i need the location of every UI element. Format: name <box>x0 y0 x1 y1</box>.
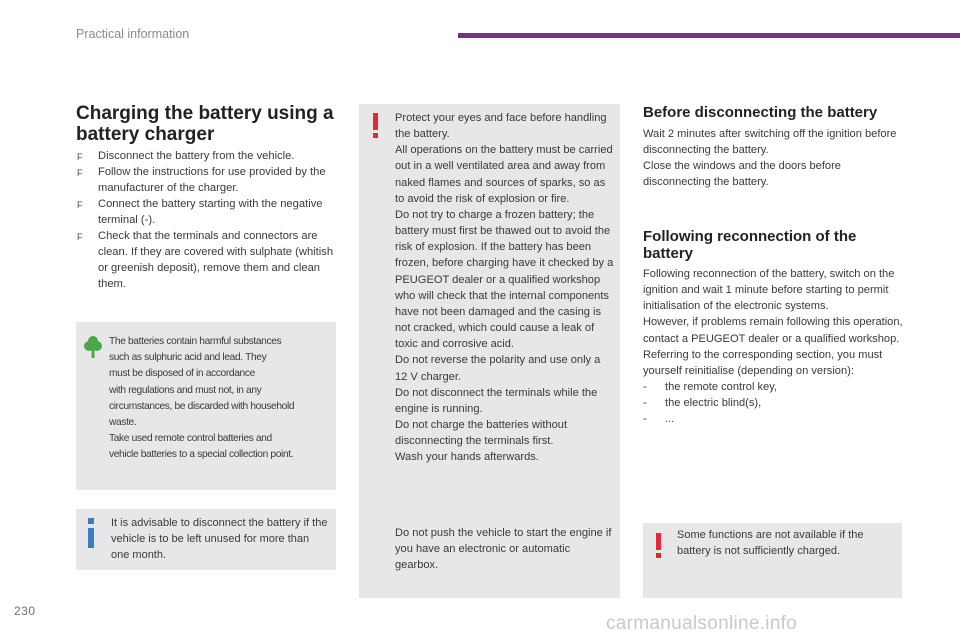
battery-charge-warning-box <box>643 523 902 598</box>
page-number: 230 <box>14 604 36 618</box>
info-note-text: It is advisable to disconnect the battery if the vehicle is to be left unused for more than one month. <box>111 517 328 562</box>
bullet-marker: F <box>77 152 83 162</box>
watermark: carmanualsonline.info <box>606 613 798 634</box>
warning-paragraph: Protect your eyes and face before handling the battery. <box>395 112 607 141</box>
warning-text <box>395 110 615 465</box>
bullet-marker: F <box>77 168 83 178</box>
list-item <box>76 228 338 292</box>
step-text: Check that the terminals and connectors are clean. If they are covered with sulphate (whitish or greenish deposit), remove them and clean them. <box>98 230 334 290</box>
environment-note-box <box>76 322 336 490</box>
paragraph: However, if problems remain following this operation, contact a PEUGEOT dealer or a qualified workshop. <box>643 316 903 345</box>
reinitialise-list <box>643 379 905 427</box>
before-disconnecting-title: Before disconnecting the battery <box>643 104 878 121</box>
list-item <box>76 196 338 228</box>
warning-paragraph: Do not try to charge a frozen battery; the battery must first be thawed out to avoid the risk of explosion. If the battery has been frozen, before charging have it checked by a PEUGEOT dealer or a qualified workshop who will check that the internal components have not been damaged and the casing is not cracked, which could cause a leak of toxic and corrosive acid. <box>395 208 614 351</box>
reconnection-text <box>643 266 905 428</box>
step-text: Connect the battery starting with the negative terminal (-). <box>98 198 323 226</box>
note-line: waste. <box>109 417 137 429</box>
note-line: Take used remote control batteries and <box>109 433 272 445</box>
warning-paragraph: Wash your hands afterwards. <box>395 451 539 464</box>
step-text: Disconnect the battery from the vehicle. <box>98 150 295 162</box>
note-line: with regulations and must not, in any <box>109 384 262 396</box>
list-item <box>76 148 338 164</box>
dash-marker: - <box>643 397 647 410</box>
paragraph: Following reconnection of the battery, switch on the ignition and wait 1 minute before starting to permit initialisation of the electronic systems. <box>643 268 895 313</box>
paragraph: Close the windows and the doors before disconnecting the battery. <box>643 160 841 189</box>
warning-paragraph: All operations on the battery must be carried out in a well ventilated area and away from naked flames and sources of sparks, so as to avoid the risk of explosion or fire. <box>395 144 613 205</box>
before-disconnecting-text <box>643 126 905 191</box>
paragraph: Wait 2 minutes after switching off the ignition before disconnecting the battery. <box>643 128 897 157</box>
step-text: Follow the instructions for use provided by the manufacturer of the charger. <box>98 166 326 194</box>
warning-paragraph: Do not charge the batteries without disconnecting the terminals first. <box>395 418 568 448</box>
list-item <box>643 411 905 427</box>
reconnection-title: Following reconnection of the battery <box>643 228 857 262</box>
bullet-marker: F <box>77 232 83 242</box>
item-text: the remote control key, <box>665 381 778 394</box>
dash-marker: - <box>643 381 647 394</box>
battery-charge-warning-text: Some functions are not available if the battery is not sufficiently charged. <box>677 529 864 558</box>
header-accent-bar <box>458 33 960 38</box>
warning-icon <box>372 113 380 139</box>
environment-note-text <box>109 334 331 464</box>
item-text: the electric blind(s), <box>665 397 762 410</box>
paragraph: Referring to the corresponding section, you must yourself reinitialise (depending on version): <box>643 348 883 377</box>
list-item <box>643 395 905 411</box>
bullet-marker: F <box>77 200 83 210</box>
note-line: such as sulphuric acid and lead. They <box>109 352 267 364</box>
charging-section-title: Charging the battery using a battery charger <box>76 103 334 145</box>
running-header: Practical information <box>76 27 190 41</box>
list-item <box>76 164 338 196</box>
warning-paragraph: Do not reverse the polarity and use only a 12 V charger. <box>395 354 601 383</box>
note-line: vehicle batteries to a special collection point. <box>109 449 294 461</box>
warning-icon <box>655 533 663 559</box>
tree-icon <box>84 335 102 359</box>
info-note-box <box>76 509 336 570</box>
dash-marker: - <box>643 413 647 426</box>
list-item <box>643 379 905 395</box>
note-line: circumstances, be discarded with household <box>109 400 295 412</box>
gearbox-warning-text: Do not push the vehicle to start the engine if you have an electronic or automatic gearbox. <box>395 527 612 572</box>
warning-paragraph: Do not disconnect the terminals while the engine is running. <box>395 386 598 415</box>
warning-box <box>359 104 620 598</box>
note-line: must be disposed of in accordance <box>109 368 255 380</box>
info-icon <box>87 518 95 548</box>
charging-steps-list <box>76 148 338 292</box>
item-text: ... <box>665 413 675 426</box>
note-line: The batteries contain harmful substances <box>109 336 282 347</box>
